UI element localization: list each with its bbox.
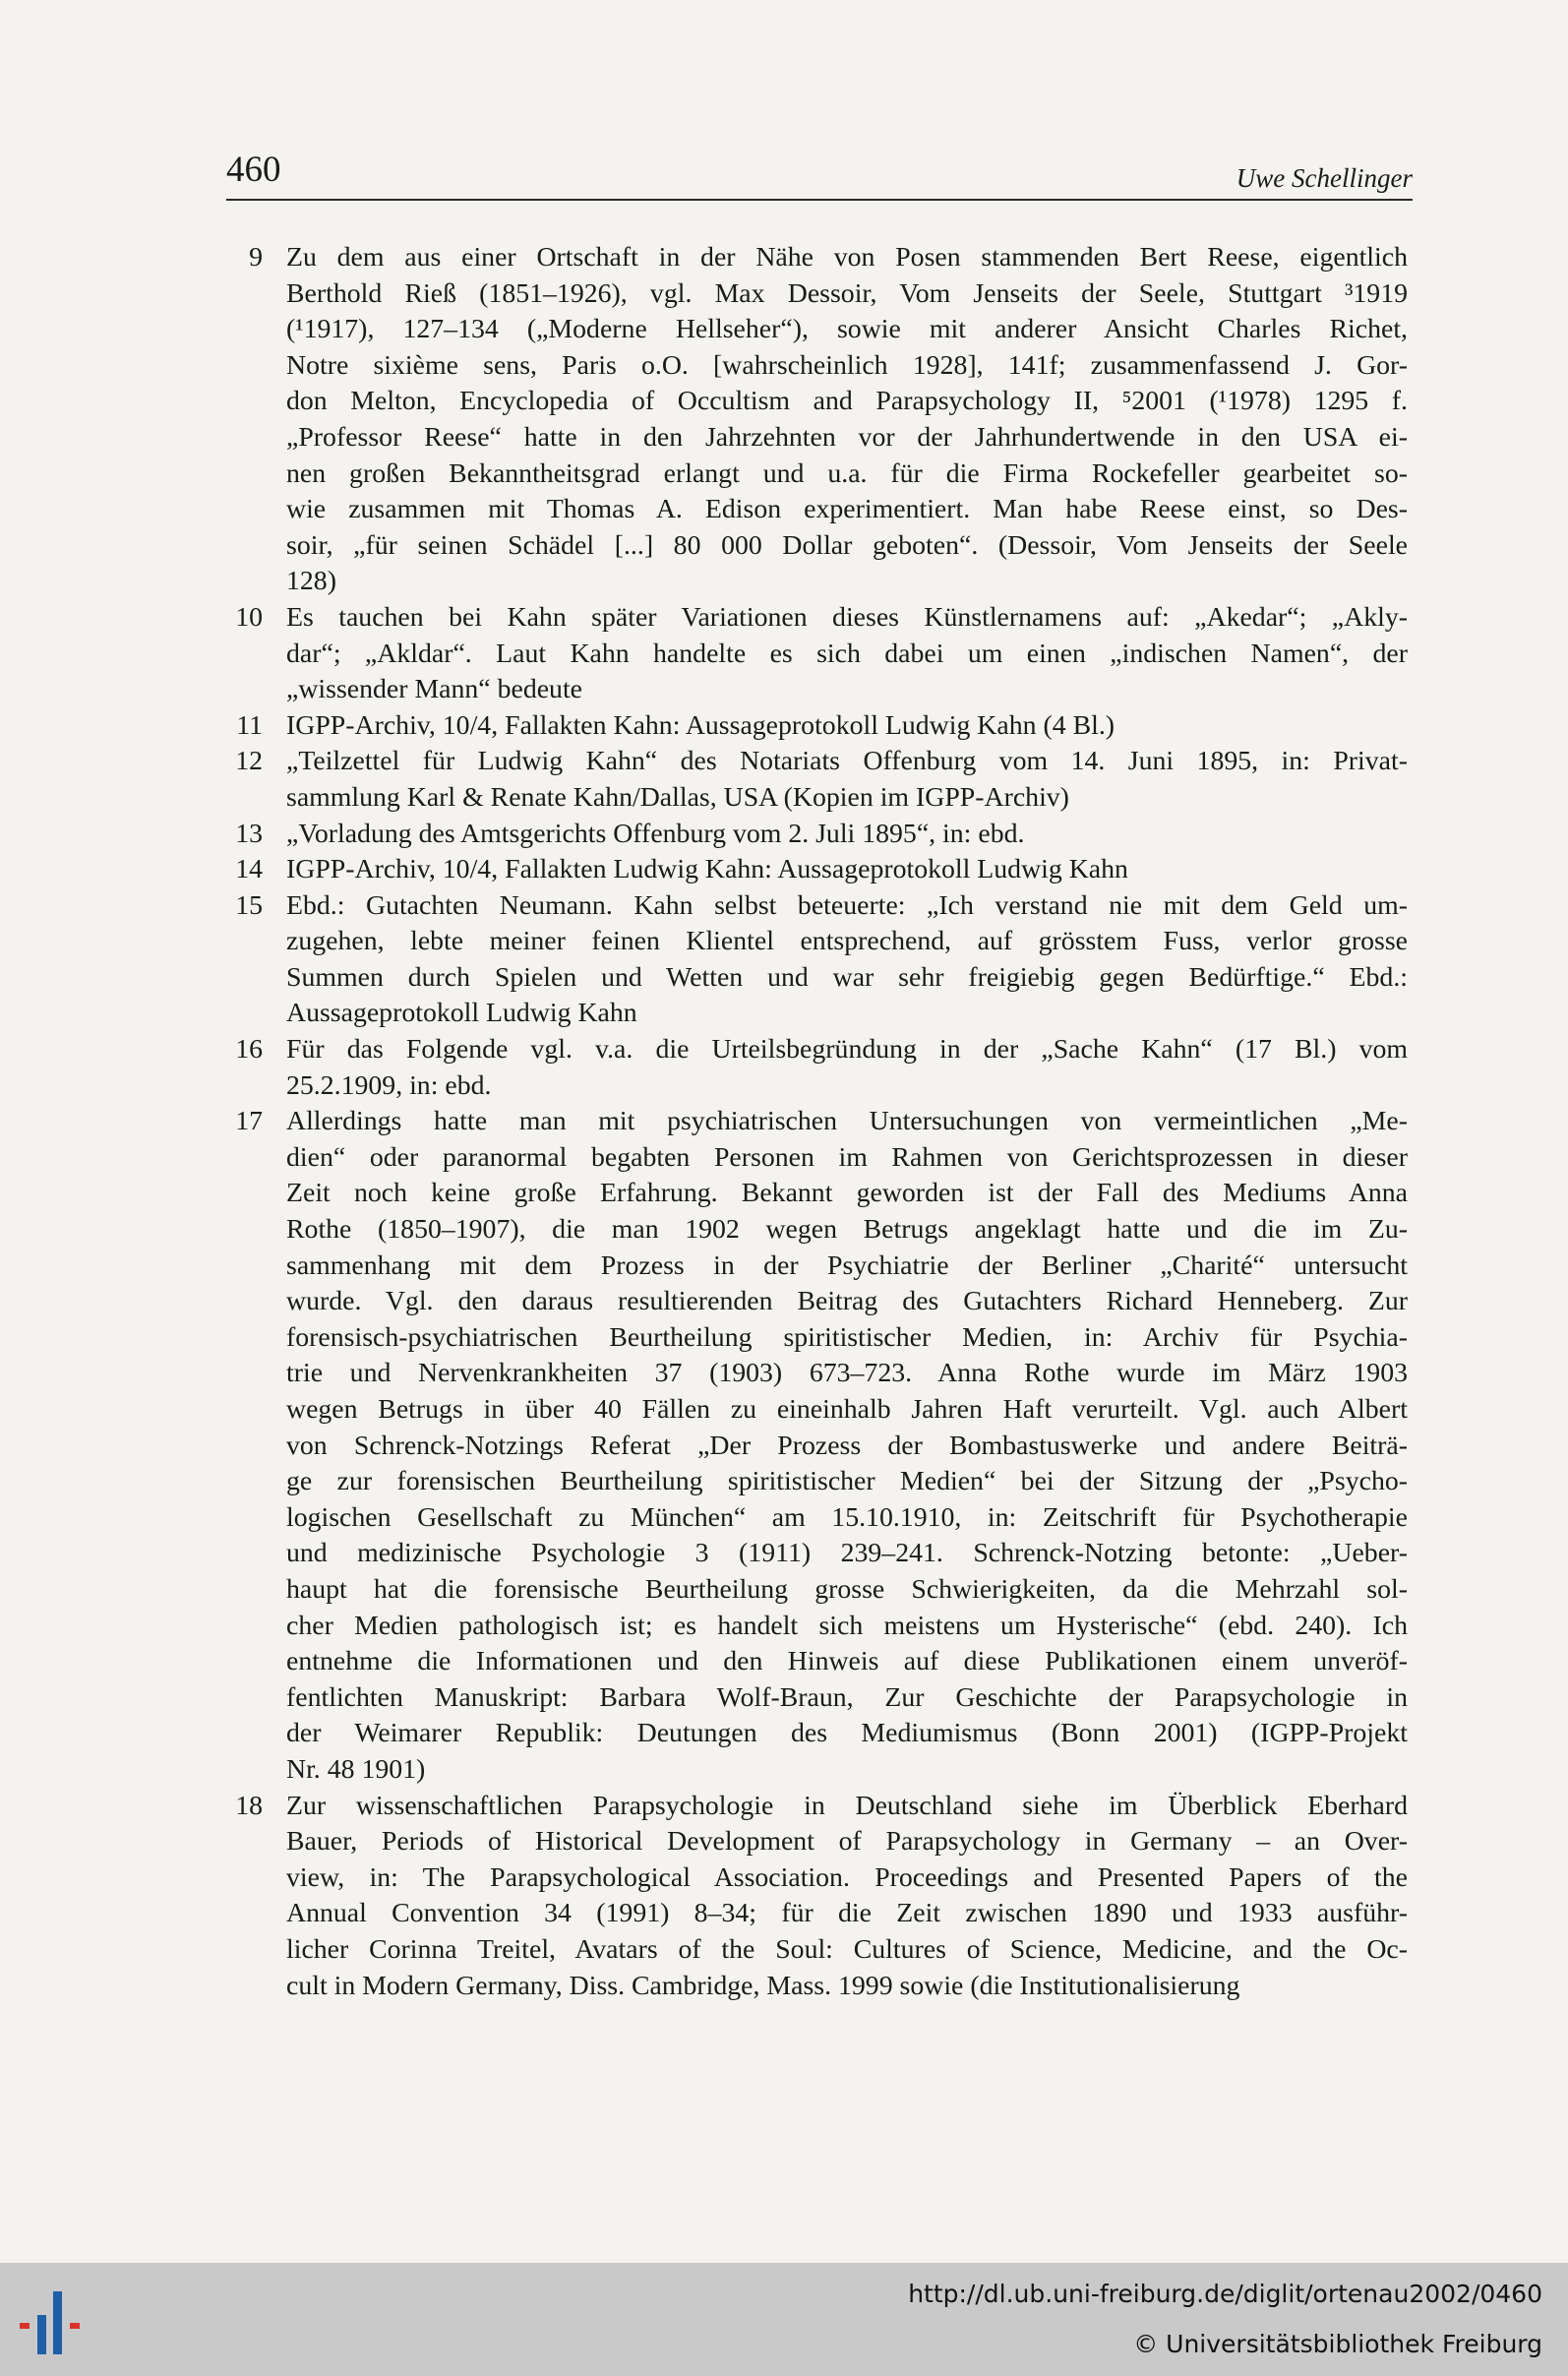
- footnote-text-line: IGPP-Archiv, 10/4, Fallakten Kahn: Aussageprotokoll Ludwig Kahn (4 Bl.): [286, 709, 1116, 741]
- footnote-text-line: Zeit noch keine große Erfahrung. Bekannt geworden ist der Fall des Mediums Anna: [286, 1178, 1408, 1209]
- copyright-notice: © Universitätsbibliothek Freiburg: [1133, 2330, 1542, 2358]
- footnote-text-line: Rothe (1850–1907), die man 1902 wegen Betrugs angeklagt hatte und die im Zu-: [286, 1214, 1408, 1246]
- footnote-number: 16: [235, 1034, 263, 1066]
- footnote-text-line: licher Corinna Treitel, Avatars of the Soul: Cultures of Science, Medicine, and the Oc-: [286, 1933, 1408, 1965]
- footnote-text-line: „Professor Reese“ hatte in den Jahrzehnten vor der Jahrhundertwende in den USA ei-: [286, 421, 1408, 453]
- footnote-text-line: Summen durch Spielen und Wetten und war sehr freigiebig gegen Bedürftige.“ Ebd.:: [286, 961, 1408, 993]
- footnote-text-line: sammlung Karl & Renate Kahn/Dallas, USA (Kopien im IGPP-Archiv): [286, 781, 1069, 813]
- footnote-14: [221, 852, 1408, 888]
- footnote-number: 10: [235, 601, 263, 633]
- footnote-text-line: cher Medien pathologisch ist; es handelt sich meistens um Hysterische“ (ebd. 240). Ich: [286, 1610, 1408, 1641]
- footnote-number: 15: [235, 889, 263, 921]
- footnote-12: [221, 744, 1408, 816]
- footnote-text-line: trie und Nervenkrankheiten 37 (1903) 673–723. Anna Rothe wurde im März 1903: [286, 1358, 1408, 1389]
- footnote-text-line: entnehme die Informationen und den Hinweis auf diese Publikationen einem unveröf-: [286, 1646, 1408, 1677]
- footnote-number: 12: [235, 746, 263, 777]
- footnote-text-line: haupt hat die forensische Beurtheilung grosse Schwierigkeiten, da die Mehrzahl sol-: [286, 1573, 1408, 1605]
- footnote-text-line: logischen Gesellschaft zu München“ am 15.10.1910, in: Zeitschrift für Psychotherapie: [286, 1501, 1408, 1533]
- footnote-text-line: Annual Convention 34 (1991) 8–34; für die Zeit zwischen 1890 und 1933 ausführ-: [286, 1898, 1408, 1929]
- page-number: 460: [226, 150, 281, 190]
- footnote-10: [221, 600, 1408, 708]
- footnote-text-line: cult in Modern Germany, Diss. Cambridge, Mass. 1999 sowie (die Institutionalisierung: [286, 1970, 1240, 2001]
- footnote-text-line: dien“ oder paranormal begabten Personen im Rahmen von Gerichtsprozessen in dieser: [286, 1141, 1408, 1173]
- footnote-number: 18: [235, 1790, 263, 1821]
- logo-red-dash-left: [20, 2323, 30, 2329]
- footnote-text-line: ge zur forensischen Beurtheilung spiritistischer Medien“ bei der Sitzung der „Psycho-: [286, 1466, 1408, 1497]
- footnote-text-line: nen großen Bekanntheitsgrad erlangt und u.a. für die Firma Rockefeller gearbeitet so-: [286, 457, 1408, 489]
- footnote-text-line: von Schrenck-Notzings Referat „Der Prozess der Bombastuswerke und andere Beiträ-: [286, 1430, 1408, 1461]
- footnote-9: [221, 240, 1408, 600]
- running-head-author: Uwe Schellinger: [1236, 163, 1413, 193]
- footnote-text-line: Notre sixième sens, Paris o.O. [wahrscheinlich 1928], 141f; zusammenfassend J. Gor-: [286, 349, 1408, 381]
- footnote-text-line: „wissender Mann“ bedeute: [286, 674, 583, 705]
- page-header: [226, 150, 1413, 201]
- footnote-text-line: don Melton, Encyclopedia of Occultism and Parapsychology II, ⁵2001 (¹1978) 1295 f.: [286, 386, 1408, 417]
- logo-blue-bar-right: [53, 2291, 62, 2354]
- footnote-number: 17: [235, 1106, 263, 1137]
- footnote-text-line: dar“; „Akldar“. Laut Kahn handelte es sich dabei um einen „indischen Namen“, der: [286, 638, 1408, 669]
- footnotes-list: [221, 240, 1408, 2004]
- logo-blue-bar-left: [37, 2315, 46, 2354]
- footnote-number: 11: [236, 709, 263, 741]
- footnote-text-line: fentlichten Manuskript: Barbara Wolf-Braun, Zur Geschichte der Parapsychologie in: [286, 1681, 1408, 1713]
- footnote-text-line: Allerdings hatte man mit psychiatrischen Untersuchungen von vermeintlichen „Me-: [286, 1106, 1408, 1137]
- footnote-text-line: wegen Betrugs in über 40 Fällen zu eineinhalb Jahren Haft verurteilt. Vgl. auch Albert: [286, 1394, 1408, 1425]
- footnote-16: [221, 1032, 1408, 1104]
- footnote-text-line: Ebd.: Gutachten Neumann. Kahn selbst beteuerte: „Ich verstand nie mit dem Geld um-: [286, 889, 1408, 921]
- footnote-text-line: der Weimarer Republik: Deutungen des Mediumismus (Bonn 2001) (IGPP-Projekt: [286, 1718, 1408, 1749]
- footnote-18: [221, 1789, 1408, 2005]
- footnote-number: 14: [235, 854, 263, 885]
- footnote-text-line: wie zusammen mit Thomas A. Edison experimentiert. Man habe Reese einst, so Des-: [286, 494, 1408, 525]
- footnote-text-line: forensisch-psychiatrischen Beurtheilung spiritistischer Medien, in: Archiv für Psychia-: [286, 1321, 1408, 1353]
- footnote-text-line: „Vorladung des Amtsgerichts Offenburg vom 2. Juli 1895“, in: ebd.: [286, 818, 1025, 849]
- footnote-text-line: soir, „für seinen Schädel [...] 80 000 Dollar geboten“. (Dessoir, Vom Jenseits der Seele: [286, 529, 1408, 561]
- footnote-text-line: und medizinische Psychologie 3 (1911) 239–241. Schrenck-Notzing betonte: „Ueber-: [286, 1538, 1408, 1569]
- footnote-number: 13: [235, 818, 263, 849]
- footnote-17: [221, 1104, 1408, 1788]
- footnote-text-line: „Teilzettel für Ludwig Kahn“ des Notariats Offenburg vom 14. Juni 1895, in: Privat-: [286, 746, 1408, 777]
- footnote-text-line: IGPP-Archiv, 10/4, Fallakten Ludwig Kahn: Aussageprotokoll Ludwig Kahn: [286, 854, 1128, 885]
- footnote-text-line: wurde. Vgl. den daraus resultierenden Beitrag des Gutachters Richard Henneberg. Zur: [286, 1286, 1408, 1317]
- footnote-text-line: sammenhang mit dem Prozess in der Psychiatrie der Berliner „Charité“ untersucht: [286, 1249, 1408, 1281]
- footnote-15: [221, 888, 1408, 1032]
- footnote-text-line: Zur wissenschaftlichen Parapsychologie in Deutschland siehe im Überblick Eberhard: [286, 1790, 1408, 1821]
- source-url-link[interactable]: http://dl.ub.uni-freiburg.de/diglit/ortenau2002/0460: [908, 2280, 1542, 2308]
- footnote-text-line: Berthold Rieß (1851–1926), vgl. Max Dessoir, Vom Jenseits der Seele, Stuttgart ³1919: [286, 277, 1408, 309]
- footnote-number: 9: [249, 242, 263, 273]
- library-logo-icon: [18, 2287, 96, 2358]
- footnote-text-line: 25.2.1909, in: ebd.: [286, 1069, 492, 1101]
- logo-red-dash-right: [70, 2323, 80, 2329]
- footnote-text-line: Bauer, Periods of Historical Development of Parapsychology in Germany – an Over-: [286, 1826, 1408, 1858]
- footnote-text-line: Nr. 48 1901): [286, 1753, 426, 1785]
- footnote-13: [221, 817, 1408, 853]
- footnote-text-line: view, in: The Parapsychological Association. Proceedings and Presented Papers of the: [286, 1861, 1408, 1893]
- footnote-text-line: Es tauchen bei Kahn später Variationen dieses Künstlernamens auf: „Akedar“; „Akly-: [286, 601, 1408, 633]
- footnote-text-line: Aussageprotokoll Ludwig Kahn: [286, 998, 637, 1029]
- footnote-11: [221, 708, 1408, 745]
- footnote-text-line: Zu dem aus einer Ortschaft in der Nähe von Posen stammenden Bert Reese, eigentlich: [286, 242, 1408, 273]
- footnote-text-line: Für das Folgende vgl. v.a. die Urteilsbegründung in der „Sache Kahn“ (17 Bl.) vom: [286, 1034, 1408, 1066]
- footnote-text-line: zugehen, lebte meiner feinen Klientel entsprechend, auf grösstem Fuss, verlor grosse: [286, 926, 1408, 957]
- footnote-text-line: 128): [286, 566, 336, 597]
- footnote-text-line: (¹1917), 127–134 („Moderne Hellseher“), sowie mit anderer Ansicht Charles Richet,: [286, 314, 1408, 345]
